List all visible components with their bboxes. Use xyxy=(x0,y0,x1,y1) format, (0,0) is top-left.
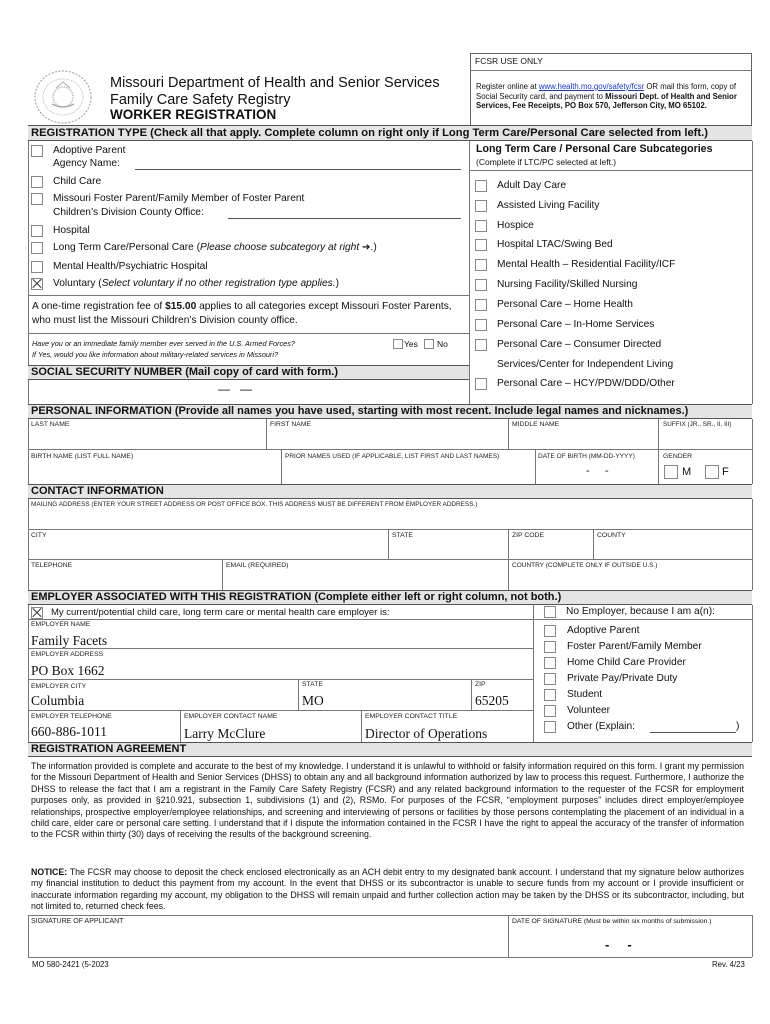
no-employer-option: Private Pay/Private Duty xyxy=(567,673,678,684)
personal-care-consumer-directed-checkbox[interactable] xyxy=(475,339,487,351)
email-label: EMAIL (REQUIRED) xyxy=(226,562,289,569)
hospital-label: Hospital xyxy=(53,225,90,236)
current-employer-label: My current/potential child care, long term care or mental health care employer is: xyxy=(51,607,390,618)
contact-info-header: CONTACT INFORMATION xyxy=(28,484,752,499)
no-employer-foster-parent-checkbox[interactable] xyxy=(544,641,556,653)
employer-contact-name-value[interactable]: Larry McClure xyxy=(184,726,266,741)
assisted-living-checkbox[interactable] xyxy=(475,200,487,212)
subcategory-label: Personal Care – Consumer Directed xyxy=(497,339,662,350)
personal-care-hcy-checkbox[interactable] xyxy=(475,378,487,390)
agreement-header: REGISTRATION AGREEMENT xyxy=(28,742,752,757)
form-number: MO 580-2421 (5-2023 xyxy=(32,960,109,969)
no-employer-option: Student xyxy=(567,689,603,700)
employer-state-value[interactable]: MO xyxy=(302,693,324,708)
employer-zip-value[interactable]: 65205 xyxy=(475,693,509,708)
personal-care-in-home-checkbox[interactable] xyxy=(475,319,487,331)
register-url-link[interactable]: www.health.mo.gov/safety/fcsr xyxy=(538,82,645,91)
notice-text: NOTICE: The FCSR may choose to deposit the check enclosed electronically as an ACH debit entry to my designated bank account. I understand that my signature below authorizes my financial institution to deduct this payment from my account. In the event that DHSS or its subcontractor is unable to secure funds from my account or I provide insufficient or inaccurate information regarding my account, my obligation to the DHSS will remain unpaid and further collection action may be taken by the DHSS or its subcontractor, including, but not limited to, returned check fees. xyxy=(31,867,744,912)
employer-city-label: EMPLOYER CITY xyxy=(31,683,87,690)
foster-parent-label: Missouri Foster Parent/Family Member of Foster Parent xyxy=(53,193,305,204)
employer-address-value[interactable]: PO Box 1662 xyxy=(31,663,105,678)
agency-name-field[interactable] xyxy=(135,169,461,170)
adoptive-parent-checkbox[interactable] xyxy=(31,145,43,157)
zip-label: ZIP CODE xyxy=(512,532,544,539)
ssn-field[interactable]: — — xyxy=(218,382,253,396)
hospital-ltac-checkbox[interactable] xyxy=(475,239,487,251)
signature-label: SIGNATURE OF APPLICANT xyxy=(31,918,124,925)
subcategory-label: Assisted Living Facility xyxy=(497,200,600,211)
mailing-address-label: MAILING ADDRESS (ENTER YOUR STREET ADDRESS OR POST OFFICE BOX. THIS ADDRESS MUST BE DIFFERENT FROM EMPLOYER ADDRESS.) xyxy=(31,501,478,508)
subcategory-label: Hospice xyxy=(497,220,534,231)
employer-zip-label: ZIP xyxy=(475,681,486,688)
employer-name-value[interactable]: Family Facets xyxy=(31,633,108,648)
nursing-facility-checkbox[interactable] xyxy=(475,279,487,291)
country-label: COUNTRY (COMPLETE ONLY IF OUTSIDE U.S.) xyxy=(512,562,658,569)
no-employer-option: Foster Parent/Family Member xyxy=(567,641,702,652)
employer-contact-title-value[interactable]: Director of Operations xyxy=(365,726,488,741)
no-employer-adoptive-parent-checkbox[interactable] xyxy=(544,625,556,637)
fee-notice: A one-time registration fee of $15.00 applies to all categories except Missouri Foster Parents, who must list the Missouri Children’s Division county office. xyxy=(32,301,452,326)
no-employer-private-pay-checkbox[interactable] xyxy=(544,673,556,685)
child-care-checkbox[interactable] xyxy=(31,176,43,188)
personal-info-header: PERSONAL INFORMATION (Provide all names you have used, starting with most recent. Include legal names and nicknames.) xyxy=(28,404,752,419)
gender-m-checkbox[interactable] xyxy=(664,465,678,479)
employer-contact-title-label: EMPLOYER CONTACT TITLE xyxy=(365,713,458,720)
childrens-division-label: Children’s Division County Office: xyxy=(53,207,204,218)
military-question-2: If Yes, would you like information about military-related services in Missouri? xyxy=(32,350,279,359)
no-employer-checkbox[interactable] xyxy=(544,606,556,618)
register-instructions: Register online at www.health.mo.gov/safety/fcsr OR mail this form, copy of Social Security card, and payment to Missouri Dept. of Health and Senior Services, Fee Receipts, PO Box 570, Jefferson City, MO 65102. xyxy=(476,82,737,111)
form-title: WORKER REGISTRATION xyxy=(110,107,277,122)
employer-name-label: EMPLOYER NAME xyxy=(31,621,91,628)
subcategory-label: Services/Center for Independent Living xyxy=(497,359,674,370)
hospital-checkbox[interactable] xyxy=(31,225,43,237)
subcategory-label: Personal Care – In-Home Services xyxy=(497,319,655,330)
state-label: STATE xyxy=(392,532,413,539)
adult-day-care-checkbox[interactable] xyxy=(475,180,487,192)
suffix-label: SUFFIX (JR., SR., II, III) xyxy=(663,421,732,428)
long-term-care-label: Long Term Care/Personal Care (Please choose subcategory at right ➔.) xyxy=(53,242,377,253)
mental-health-residential-checkbox[interactable] xyxy=(475,259,487,271)
gender-label: GENDER xyxy=(663,453,693,460)
city-label: CITY xyxy=(31,532,47,539)
no-employer-option: Home Child Care Provider xyxy=(567,657,686,668)
employer-header: EMPLOYER ASSOCIATED WITH THIS REGISTRATION (Complete either left or right column, not both.) xyxy=(28,590,752,605)
current-employer-checkbox[interactable] xyxy=(31,607,43,619)
gender-f-checkbox[interactable] xyxy=(705,465,719,479)
employer-city-value[interactable]: Columbia xyxy=(31,693,85,708)
dob-label: DATE OF BIRTH (MM-DD-YYYY) xyxy=(538,453,635,460)
personal-care-home-health-checkbox[interactable] xyxy=(475,299,487,311)
employer-state-label: STATE xyxy=(302,681,323,688)
signature-date-label: DATE OF SIGNATURE (Must be within six months of submission.) xyxy=(512,918,712,925)
no-employer-student-checkbox[interactable] xyxy=(544,689,556,701)
no-employer-home-child-care-checkbox[interactable] xyxy=(544,657,556,669)
voluntary-checkbox[interactable] xyxy=(31,278,43,290)
subcategory-label: Personal Care – HCY/PDW/DDD/Other xyxy=(497,378,675,389)
no-employer-volunteer-checkbox[interactable] xyxy=(544,705,556,717)
military-yes-checkbox[interactable] xyxy=(393,339,403,349)
registry-name: Family Care Safety Registry xyxy=(110,92,291,108)
mental-health-checkbox[interactable] xyxy=(31,261,43,273)
prior-names-label: PRIOR NAMES USED (IF APPLICABLE, LIST FIRST AND LAST NAMES) xyxy=(285,453,500,460)
county-label: COUNTY xyxy=(597,532,626,539)
child-care-label: Child Care xyxy=(53,176,102,187)
employer-phone-value[interactable]: 660-886-1011 xyxy=(31,724,107,739)
signature-field[interactable] xyxy=(31,927,503,955)
agency-name: Missouri Department of Health and Senior Services xyxy=(110,75,440,91)
long-term-care-checkbox[interactable] xyxy=(31,242,43,254)
mental-health-label: Mental Health/Psychiatric Hospital xyxy=(53,261,208,272)
military-no-checkbox[interactable] xyxy=(424,339,434,349)
voluntary-label: Voluntary (Select voluntary if no other registration type applies.) xyxy=(53,278,339,289)
no-employer-option: Volunteer xyxy=(567,705,611,716)
first-name-label: FIRST NAME xyxy=(270,421,312,428)
ssn-header: SOCIAL SECURITY NUMBER (Mail copy of card with form.) xyxy=(28,365,469,380)
subcategory-label: Personal Care – Home Health xyxy=(497,299,633,310)
subcategories-title: Long Term Care / Personal Care Subcategories xyxy=(476,143,713,155)
fcsr-use-only: FCSR USE ONLY xyxy=(475,56,543,66)
employer-address-label: EMPLOYER ADDRESS xyxy=(31,651,104,658)
adoptive-parent-label: Adoptive Parent xyxy=(53,145,126,156)
childrens-division-field[interactable] xyxy=(228,218,461,219)
state-seal xyxy=(32,68,94,126)
employer-contact-name-label: EMPLOYER CONTACT NAME xyxy=(184,713,278,720)
middle-name-label: MIDDLE NAME xyxy=(512,421,560,428)
no-employer-other-checkbox[interactable] xyxy=(544,721,556,733)
dob-field[interactable]: - - xyxy=(586,465,609,477)
hospice-checkbox[interactable] xyxy=(475,220,487,232)
military-question-1: Have you or an immediate family member ever served in the U.S. Armed Forces? xyxy=(32,339,295,348)
subcategory-label: Hospital LTAC/Swing Bed xyxy=(497,239,613,250)
employer-phone-label: EMPLOYER TELEPHONE xyxy=(31,713,112,720)
military-yes-label: Yes xyxy=(404,339,418,349)
registration-type-header: REGISTRATION TYPE (Check all that apply. Complete column on right only if Long Term Care/Personal Care selected from left.) xyxy=(28,125,752,141)
no-employer-option: Adoptive Parent xyxy=(567,625,640,636)
other-close-paren: ) xyxy=(736,721,740,732)
military-no-label: No xyxy=(437,339,448,349)
no-employer-label: No Employer, because I am a(n): xyxy=(566,606,715,617)
agreement-text: The information provided is complete and accurate to the best of my knowledge. I understand it is unlawful to withhold or falsify information required on this form. I grant my permission for the Missouri Department of Health and Senior Services (DHSS) to obtain any and all background information authorized by law to process this request. Furthermore, I authorize the DHSS to release the fact that I am a registrant in the Family Care Safety Registry (FCSR) and any related background information to the requester of the FCSR for employment purposes only, as provided in §210.921, subsection 1, subdivisions (1) and (2), RSMo. For purposes of the FCSR, “employment purposes” includes direct employer/employee relationships, prospective employer/employee relationships, and screening and interviewing of persons or facilities by those persons contemplating the placement of an individual in a child care, elder care or personal care setting. I understand that if I dispute the information contained in the FCSR I have the right to appeal the accuracy of the transfer of information to the FCSR within thirty (30) days of receiving the results of the background screening. xyxy=(31,761,744,840)
subcategory-label: Adult Day Care xyxy=(497,180,567,191)
subcategory-label: Nursing Facility/Skilled Nursing xyxy=(497,279,638,290)
signature-date-field[interactable]: - - xyxy=(605,937,632,952)
revision: Rev. 4/23 xyxy=(712,960,745,969)
other-explain-field[interactable] xyxy=(650,732,736,733)
subcategory-label: Mental Health – Residential Facility/ICF xyxy=(497,259,676,270)
no-employer-option: Other (Explain: xyxy=(567,721,635,732)
birth-name-label: BIRTH NAME (LIST FULL NAME) xyxy=(31,453,134,460)
last-name-label: LAST NAME xyxy=(31,421,70,428)
foster-parent-checkbox[interactable] xyxy=(31,193,43,205)
telephone-label: TELEPHONE xyxy=(31,562,73,569)
agency-name-label: Agency Name: xyxy=(53,158,120,169)
gender-m-label: M xyxy=(682,466,692,478)
subcategories-subtitle: (Complete if LTC/PC selected at left.) xyxy=(476,157,617,167)
gender-f-label: F xyxy=(722,466,729,478)
